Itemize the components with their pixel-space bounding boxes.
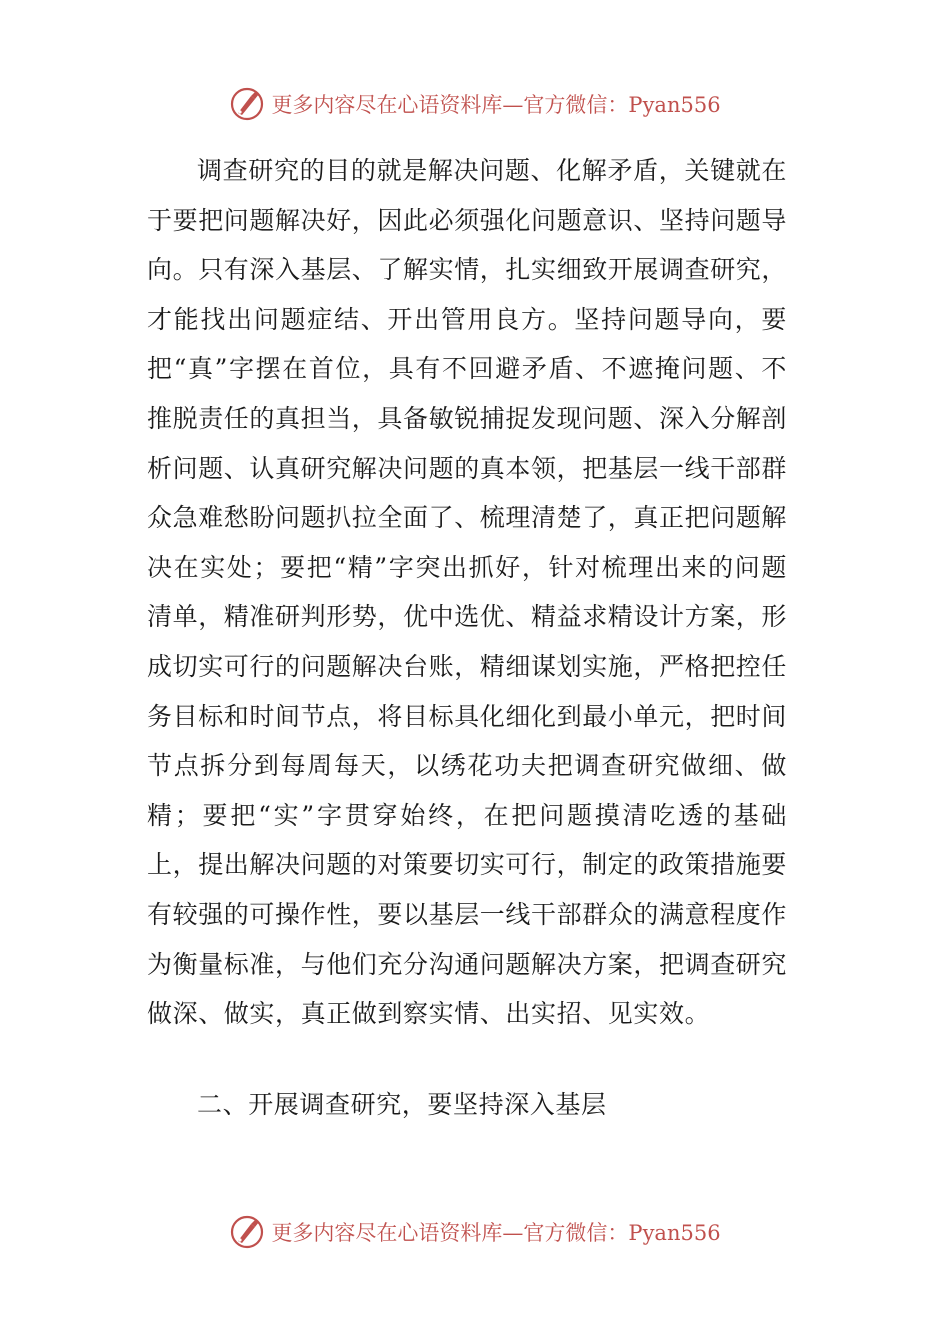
pen-nib-logo-icon [229, 86, 265, 122]
pen-nib-logo-icon [229, 1214, 265, 1250]
body-paragraph: 调查研究的目的就是解决问题、化解矛盾，关键就在于要把问题解决好，因此必须强化问题意识、坚持问题导向。只有深入基层、了解实情，扎实细致开展调查研究，才能找出问题症结、开出管用良方。坚持问题导向，要把“真”字摆在首位，具有不回避矛盾、不遮掩问题、不推脱责任的真担当，具备敏锐捕捉发现问题、深入分解剖析问题、认真研究解决问题的真本领，把基层一线干部群众急难愁盼问题扒拉全面了、梳理清楚了，真正把问题解决在实处；要把“精”字突出抓好，针对梳理出来的问题清单，精准研判形势，优中选优、精益求精设计方案，形成切实可行的问题解决台账，精细谋划实施，严格把控任务目标和时间节点，将目标具化细化到最小单元，把时间节点拆分到每周每天，以绣花功夫把调查研究做细、做精；要把“实”字贯穿始终，在把问题摸清吃透的基础上，提出解决问题的对策要切实可行，制定的政策措施要有较强的可操作性，要以基层一线干部群众的满意程度作为衡量标准，与他们充分沟通问题解决方案，把调查研究做深、做实，真正做到察实情、出实招、见实效。 [147, 156, 788, 1029]
header-watermark [0, 84, 950, 124]
document-body [147, 146, 787, 1039]
watermark-text: 更多内容尽在心语资料库—官方微信：Pyan556 [271, 93, 721, 117]
footer-watermark [0, 1212, 950, 1252]
watermark-text: 更多内容尽在心语资料库—官方微信：Pyan556 [271, 1221, 721, 1245]
section-heading: 二、开展调查研究，要坚持深入基层 [197, 1090, 607, 1119]
